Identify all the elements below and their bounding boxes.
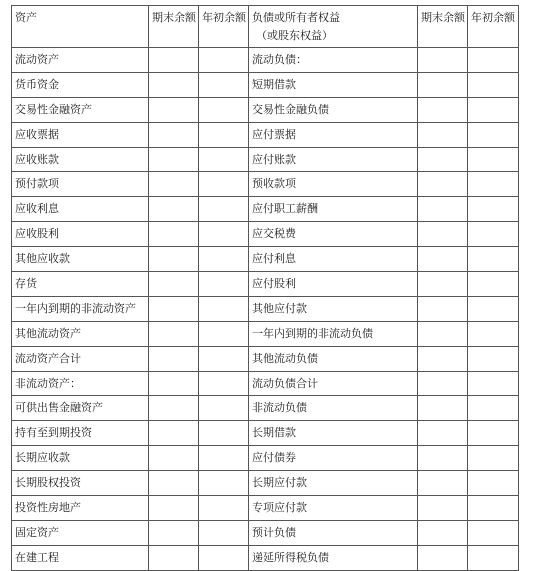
liability-begin-balance-cell[interactable] bbox=[468, 48, 519, 73]
liability-item: 应付票据 bbox=[249, 122, 418, 147]
asset-item: 长期应收款 bbox=[12, 446, 149, 471]
liability-end-balance-cell[interactable] bbox=[418, 247, 468, 272]
liability-begin-balance-cell[interactable] bbox=[468, 496, 519, 521]
liability-item: 专项应付款 bbox=[249, 496, 418, 521]
liability-item: 流动负债合计 bbox=[249, 371, 418, 396]
asset-end-balance-cell[interactable] bbox=[149, 272, 199, 297]
asset-item: 持有至到期投资 bbox=[12, 421, 149, 446]
asset-begin-balance-cell[interactable] bbox=[199, 396, 249, 421]
table-row bbox=[12, 321, 519, 346]
table-row bbox=[12, 371, 519, 396]
liability-begin-balance-cell[interactable] bbox=[468, 545, 519, 570]
asset-item: 交易性金融资产 bbox=[12, 97, 149, 122]
asset-begin-balance-cell[interactable] bbox=[199, 72, 249, 97]
table-row bbox=[12, 421, 519, 446]
asset-item: 货币资金 bbox=[12, 72, 149, 97]
liability-item: 应付债券 bbox=[249, 446, 418, 471]
liability-end-balance-cell[interactable] bbox=[418, 296, 468, 321]
header-liab-begin-balance: 年初余额 bbox=[468, 6, 519, 48]
asset-item: 应收票据 bbox=[12, 122, 149, 147]
asset-item: 存货 bbox=[12, 272, 149, 297]
liability-end-balance-cell[interactable] bbox=[418, 172, 468, 197]
asset-end-balance-cell[interactable] bbox=[149, 396, 199, 421]
liability-begin-balance-cell[interactable] bbox=[468, 520, 519, 545]
asset-end-balance-cell[interactable] bbox=[149, 421, 199, 446]
asset-item: 流动资产合计 bbox=[12, 346, 149, 371]
liability-begin-balance-cell[interactable] bbox=[468, 172, 519, 197]
asset-begin-balance-cell[interactable] bbox=[199, 222, 249, 247]
table-row bbox=[12, 272, 519, 297]
asset-item: 应收账款 bbox=[12, 147, 149, 172]
asset-begin-balance-cell[interactable] bbox=[199, 197, 249, 222]
liability-item: 交易性金融负债 bbox=[249, 97, 418, 122]
asset-end-balance-cell[interactable] bbox=[149, 520, 199, 545]
balance-sheet-table bbox=[11, 5, 519, 571]
liability-end-balance-cell[interactable] bbox=[418, 496, 468, 521]
liability-end-balance-cell[interactable] bbox=[418, 222, 468, 247]
asset-end-balance-cell[interactable] bbox=[149, 321, 199, 346]
asset-item: 可供出售金融资产 bbox=[12, 396, 149, 421]
table-row bbox=[12, 147, 519, 172]
header-liab-end-balance: 期末余额 bbox=[418, 6, 468, 48]
table-row bbox=[12, 496, 519, 521]
table-row bbox=[12, 122, 519, 147]
asset-end-balance-cell[interactable] bbox=[149, 172, 199, 197]
liability-item: 非流动负债 bbox=[249, 396, 418, 421]
liability-end-balance-cell[interactable] bbox=[418, 396, 468, 421]
table-row bbox=[12, 72, 519, 97]
liability-begin-balance-cell[interactable] bbox=[468, 396, 519, 421]
balance-sheet-container bbox=[11, 5, 518, 564]
table-row bbox=[12, 545, 519, 570]
asset-end-balance-cell[interactable] bbox=[149, 48, 199, 73]
asset-end-balance-cell[interactable] bbox=[149, 446, 199, 471]
liability-item: 预收款项 bbox=[249, 172, 418, 197]
liability-end-balance-cell[interactable] bbox=[418, 272, 468, 297]
asset-begin-balance-cell[interactable] bbox=[199, 122, 249, 147]
asset-begin-balance-cell[interactable] bbox=[199, 97, 249, 122]
liability-item: 一年内到期的非流动负债 bbox=[249, 321, 418, 346]
header-asset-begin-balance: 年初余额 bbox=[199, 6, 249, 48]
asset-item: 流动资产 bbox=[12, 48, 149, 73]
asset-begin-balance-cell[interactable] bbox=[199, 471, 249, 496]
asset-end-balance-cell[interactable] bbox=[149, 97, 199, 122]
liability-begin-balance-cell[interactable] bbox=[468, 296, 519, 321]
liability-begin-balance-cell[interactable] bbox=[468, 371, 519, 396]
asset-begin-balance-cell[interactable] bbox=[199, 147, 249, 172]
header-liabilities-line1: 负债或所有者权益 bbox=[252, 11, 340, 24]
table-row bbox=[12, 247, 519, 272]
liability-begin-balance-cell[interactable] bbox=[468, 97, 519, 122]
liability-end-balance-cell[interactable] bbox=[418, 371, 468, 396]
liability-begin-balance-cell[interactable] bbox=[468, 272, 519, 297]
table-row bbox=[12, 446, 519, 471]
asset-begin-balance-cell[interactable] bbox=[199, 321, 249, 346]
asset-begin-balance-cell[interactable] bbox=[199, 520, 249, 545]
asset-end-balance-cell[interactable] bbox=[149, 471, 199, 496]
liability-item: 短期借款 bbox=[249, 72, 418, 97]
asset-item: 固定资产 bbox=[12, 520, 149, 545]
header-liabilities-equity bbox=[249, 6, 418, 48]
liability-end-balance-cell[interactable] bbox=[418, 72, 468, 97]
table-row bbox=[12, 396, 519, 421]
liability-begin-balance-cell[interactable] bbox=[468, 72, 519, 97]
liability-begin-balance-cell[interactable] bbox=[468, 122, 519, 147]
asset-begin-balance-cell[interactable] bbox=[199, 545, 249, 570]
asset-item: 其他流动资产 bbox=[12, 321, 149, 346]
liability-end-balance-cell[interactable] bbox=[418, 48, 468, 73]
asset-end-balance-cell[interactable] bbox=[149, 296, 199, 321]
asset-item: 投资性房地产 bbox=[12, 496, 149, 521]
asset-end-balance-cell[interactable] bbox=[149, 371, 199, 396]
asset-begin-balance-cell[interactable] bbox=[199, 172, 249, 197]
header-assets: 资产 bbox=[12, 6, 149, 48]
asset-end-balance-cell[interactable] bbox=[149, 197, 199, 222]
liability-end-balance-cell[interactable] bbox=[418, 520, 468, 545]
table-row bbox=[12, 97, 519, 122]
header-asset-end-balance: 期末余额 bbox=[149, 6, 199, 48]
liability-begin-balance-cell[interactable] bbox=[468, 471, 519, 496]
liability-end-balance-cell[interactable] bbox=[418, 471, 468, 496]
asset-begin-balance-cell[interactable] bbox=[199, 247, 249, 272]
asset-end-balance-cell[interactable] bbox=[149, 147, 199, 172]
liability-begin-balance-cell[interactable] bbox=[468, 222, 519, 247]
asset-begin-balance-cell[interactable] bbox=[199, 421, 249, 446]
asset-item: 应收利息 bbox=[12, 197, 149, 222]
asset-item: 长期股权投资 bbox=[12, 471, 149, 496]
liability-item: 其他应付款 bbox=[249, 296, 418, 321]
liability-item: 其他流动负债 bbox=[249, 346, 418, 371]
asset-end-balance-cell[interactable] bbox=[149, 72, 199, 97]
liability-item: 递延所得税负债 bbox=[249, 545, 418, 570]
liability-begin-balance-cell[interactable] bbox=[468, 321, 519, 346]
liability-end-balance-cell[interactable] bbox=[418, 421, 468, 446]
liability-item: 预计负债 bbox=[249, 520, 418, 545]
liability-item: 应付股利 bbox=[249, 272, 418, 297]
liability-item: 应付职工薪酬 bbox=[249, 197, 418, 222]
liability-end-balance-cell[interactable] bbox=[418, 545, 468, 570]
table-row bbox=[12, 296, 519, 321]
asset-end-balance-cell[interactable] bbox=[149, 346, 199, 371]
liability-item: 应付账款 bbox=[249, 147, 418, 172]
liability-item: 长期借款 bbox=[249, 421, 418, 446]
liability-item: 应付利息 bbox=[249, 247, 418, 272]
table-row bbox=[12, 48, 519, 73]
asset-item: 非流动资产： bbox=[12, 371, 149, 396]
table-row bbox=[12, 172, 519, 197]
asset-end-balance-cell[interactable] bbox=[149, 496, 199, 521]
liability-end-balance-cell[interactable] bbox=[418, 97, 468, 122]
asset-item: 其他应收款 bbox=[12, 247, 149, 272]
asset-item: 预付款项 bbox=[12, 172, 149, 197]
asset-begin-balance-cell[interactable] bbox=[199, 371, 249, 396]
liability-begin-balance-cell[interactable] bbox=[468, 247, 519, 272]
liability-end-balance-cell[interactable] bbox=[418, 122, 468, 147]
asset-end-balance-cell[interactable] bbox=[149, 122, 199, 147]
asset-item: 在建工程 bbox=[12, 545, 149, 570]
asset-begin-balance-cell[interactable] bbox=[199, 48, 249, 73]
asset-begin-balance-cell[interactable] bbox=[199, 296, 249, 321]
liability-begin-balance-cell[interactable] bbox=[468, 421, 519, 446]
liability-begin-balance-cell[interactable] bbox=[468, 147, 519, 172]
liability-end-balance-cell[interactable] bbox=[418, 446, 468, 471]
liability-end-balance-cell[interactable] bbox=[418, 346, 468, 371]
liability-begin-balance-cell[interactable] bbox=[468, 446, 519, 471]
asset-begin-balance-cell[interactable] bbox=[199, 272, 249, 297]
liability-begin-balance-cell[interactable] bbox=[468, 346, 519, 371]
asset-end-balance-cell[interactable] bbox=[149, 222, 199, 247]
table-row bbox=[12, 346, 519, 371]
liability-item: 长期应付款 bbox=[249, 471, 418, 496]
asset-end-balance-cell[interactable] bbox=[149, 247, 199, 272]
table-row bbox=[12, 197, 519, 222]
table-row bbox=[12, 520, 519, 545]
asset-item: 一年内到期的非流动资产 bbox=[12, 296, 149, 321]
table-row bbox=[12, 471, 519, 496]
liability-item: 流动负债： bbox=[249, 48, 418, 73]
asset-begin-balance-cell[interactable] bbox=[199, 446, 249, 471]
asset-begin-balance-cell[interactable] bbox=[199, 496, 249, 521]
table-row bbox=[12, 222, 519, 247]
liability-end-balance-cell[interactable] bbox=[418, 321, 468, 346]
asset-begin-balance-cell[interactable] bbox=[199, 346, 249, 371]
header-row bbox=[12, 6, 519, 48]
liability-item: 应交税费 bbox=[249, 222, 418, 247]
header-liabilities-line2: （或股东权益） bbox=[256, 29, 333, 42]
liability-end-balance-cell[interactable] bbox=[418, 147, 468, 172]
asset-end-balance-cell[interactable] bbox=[149, 545, 199, 570]
liability-begin-balance-cell[interactable] bbox=[468, 197, 519, 222]
liability-end-balance-cell[interactable] bbox=[418, 197, 468, 222]
asset-item: 应收股利 bbox=[12, 222, 149, 247]
